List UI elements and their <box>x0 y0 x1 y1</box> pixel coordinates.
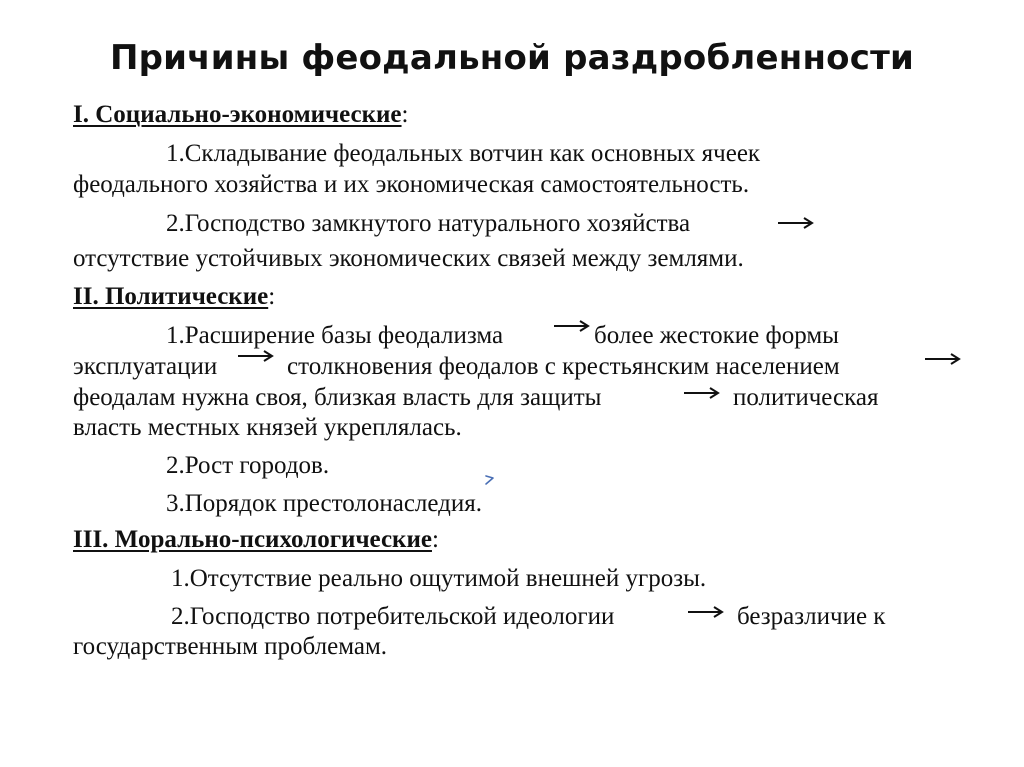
section-heading-2 <box>73 283 275 311</box>
item-line: 1.Отсутствие реально ощутимой внешней угрозы. <box>171 565 707 592</box>
item-line: столкновения феодалов с крестьянским населением <box>287 353 840 380</box>
right-arrow-icon <box>237 347 275 363</box>
right-arrow-icon <box>553 317 591 333</box>
item-line: эксплуатации <box>73 353 218 380</box>
item-line: более жестокие формы <box>594 322 839 349</box>
right-arrow-icon <box>777 214 815 230</box>
item-line: 2.Господство потребительской идеологии <box>171 603 615 630</box>
heading-colon: : <box>431 526 439 553</box>
item-line: политическая <box>733 384 879 411</box>
heading-colon: : <box>268 283 276 310</box>
right-arrow-icon <box>924 350 962 366</box>
item-line: 2.Господство замкнутого натурального хозяйства <box>166 210 691 237</box>
item-line: отсутствие устойчивых экономических связей между землями. <box>73 245 744 272</box>
item-line: феодального хозяйства и их экономическая самостоятельность. <box>73 171 750 198</box>
right-arrow-icon <box>687 603 725 619</box>
item-line: безразличие к <box>737 603 886 630</box>
section-heading-3 <box>73 526 439 554</box>
section-heading-text: I. Социально-экономические <box>73 101 402 128</box>
item-line: государственным проблемам. <box>73 633 388 660</box>
item-line: власть местных князей укреплялась. <box>73 414 462 441</box>
right-arrow-icon <box>683 384 721 400</box>
item-line: 1.Складывание феодальных вотчин как основных ячеек <box>166 140 761 167</box>
section-heading-1 <box>73 101 408 129</box>
item-line: 3.Порядок престолонаследия. <box>166 490 483 517</box>
item-line: феодалам нужна своя, близкая власть для защиты <box>73 384 602 411</box>
heading-colon: : <box>401 101 409 128</box>
section-heading-text: III. Морально-психологические <box>73 526 432 553</box>
pen-mark-icon <box>483 473 497 487</box>
page-title: Причины феодальной раздробленности <box>109 38 915 78</box>
section-heading-text: II. Политические <box>73 283 269 310</box>
item-line: 1.Расширение базы феодализма <box>166 322 504 349</box>
item-line: 2.Рост городов. <box>166 452 330 479</box>
